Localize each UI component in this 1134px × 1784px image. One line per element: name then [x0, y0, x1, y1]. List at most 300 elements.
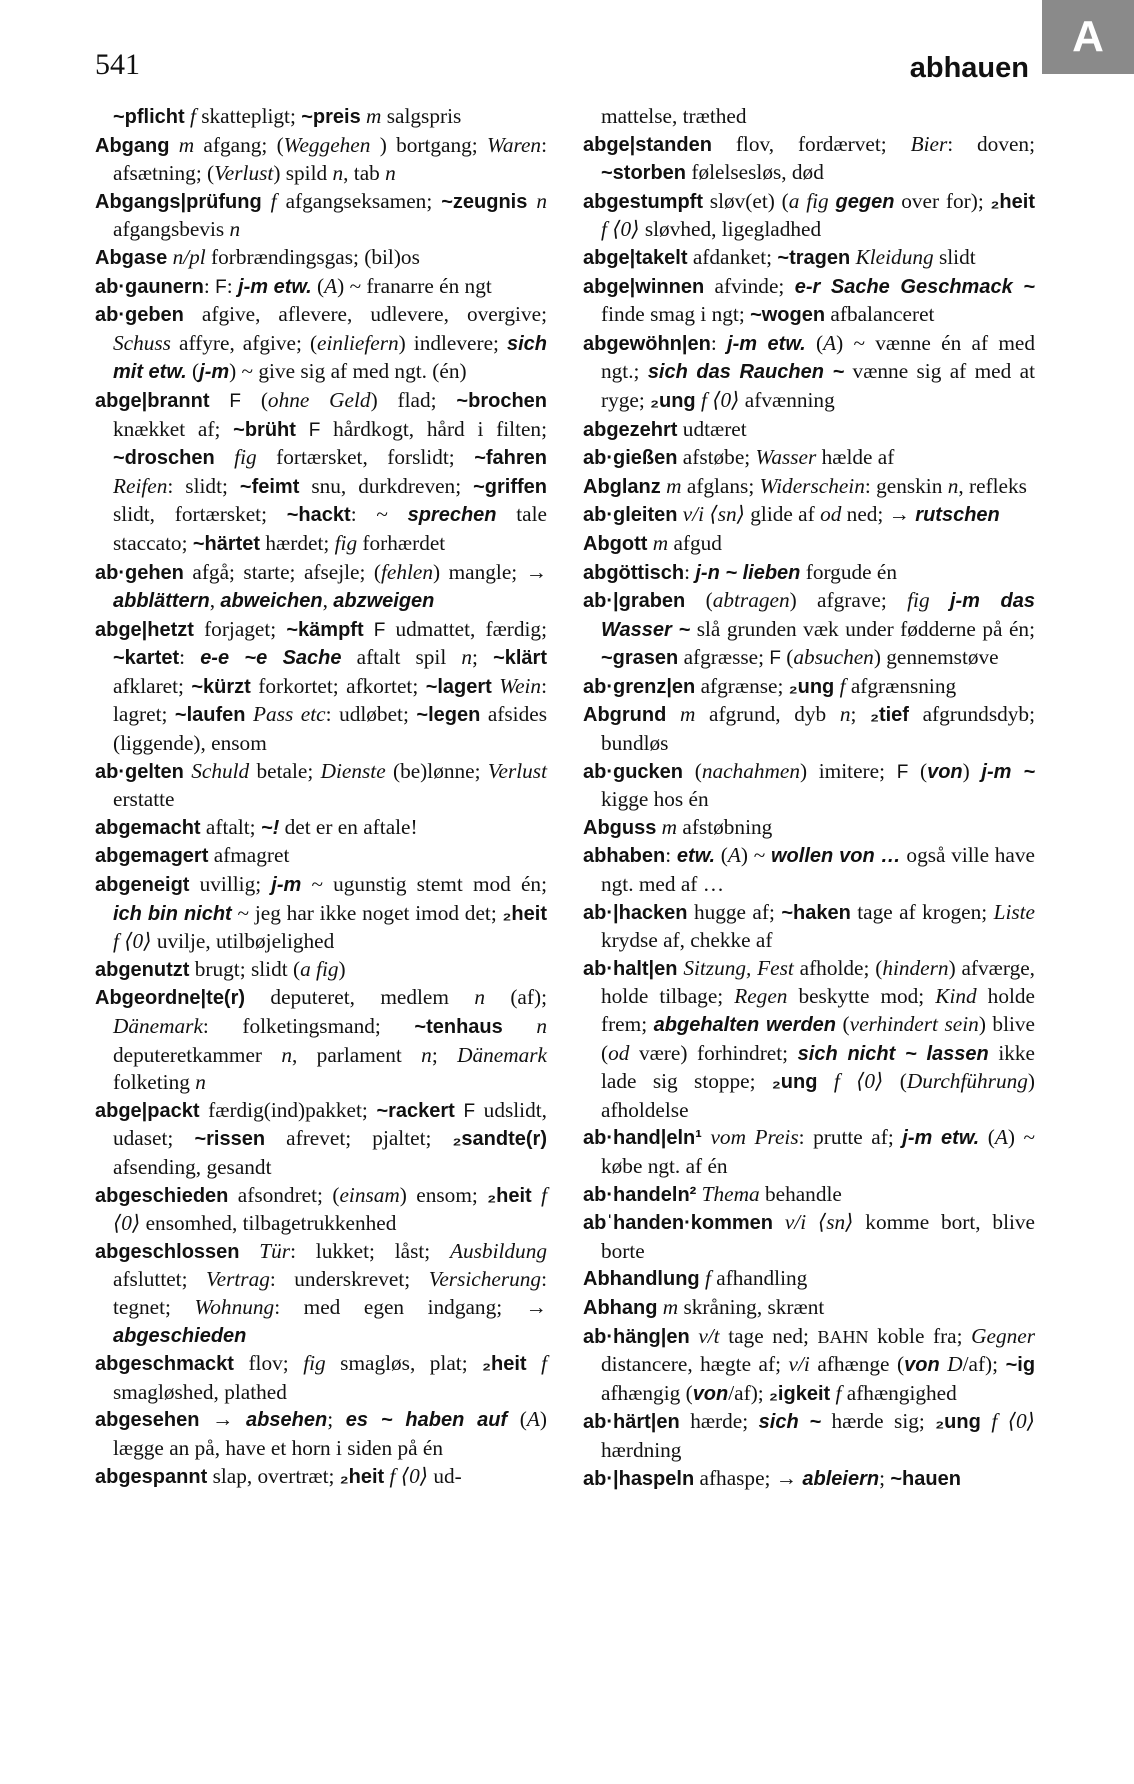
entry-text: (	[683, 758, 702, 783]
headword: abgeschieden	[95, 1184, 229, 1207]
entry-text: ~ ugunstig stemt mod én;	[301, 872, 547, 897]
entry-text: afgrundsdyb; bundløs	[601, 702, 1035, 756]
entry-text: ~rissen	[194, 1128, 266, 1151]
entry-text	[262, 189, 271, 213]
headword: Abguss	[583, 816, 657, 839]
entry-text: n	[839, 702, 851, 727]
entry-text: afgå; starte; afsejle; (	[183, 559, 381, 584]
entry-text: A	[994, 1125, 1008, 1150]
entry-text: : med egen indgang; →	[274, 1294, 547, 1319]
entry-text: A	[727, 843, 741, 868]
headword: Abhang	[583, 1296, 658, 1319]
entry-text: forgude én	[800, 559, 898, 584]
headword: ab·|graben	[583, 590, 686, 613]
entry-text: /af);	[962, 1352, 1006, 1377]
entry-text: ~ jeg har ikke noget imod det;	[231, 900, 503, 925]
headword: Abgase	[95, 246, 168, 269]
entry-text: afrevet; pjaltet;	[265, 1126, 453, 1151]
entry-text: ~kartet	[113, 647, 180, 670]
entry-text: salgspris	[381, 104, 462, 128]
entry-text: affyre, afgive; (	[170, 330, 318, 355]
entry-text: tage af krogen;	[850, 899, 994, 924]
entry-text: afklaret;	[113, 673, 192, 698]
entry-text: skattepligt;	[195, 104, 302, 128]
entry-text: være) forhindret;	[629, 1040, 798, 1065]
entry-text: deputeret, medlem	[245, 985, 475, 1010]
dictionary-entry	[95, 103, 547, 132]
entry-text: f ⟨0⟩	[991, 1409, 1035, 1434]
entry-text: ~fahren	[474, 447, 547, 470]
entry-text: f ⟨0⟩	[700, 387, 740, 412]
headword: ab·hand|eln¹	[583, 1127, 702, 1150]
entry-text: ₂ung	[650, 389, 696, 412]
entry-text: ~brochen	[456, 389, 547, 412]
entry-text: ₂ung	[935, 1411, 981, 1434]
entry-text: Wein	[499, 673, 542, 698]
entry-text: →	[199, 1407, 247, 1432]
entry-text: sich nicht ~ lassen	[797, 1042, 989, 1065]
headword: abgewöhn|en	[583, 332, 711, 355]
entry-text: f ⟨0⟩	[113, 1182, 547, 1236]
headword: ab·härt|en	[583, 1411, 680, 1434]
dictionary-entry	[95, 956, 547, 985]
entry-text: fig	[303, 1351, 326, 1376]
entry-text: ikke lade sig stoppe;	[601, 1040, 1035, 1094]
entry-text: f	[541, 1351, 548, 1376]
entry-text: Schuss	[113, 330, 171, 355]
entry-text: sich ~	[758, 1411, 822, 1434]
entry-text: od	[820, 502, 842, 527]
entry-text: : slidt;	[167, 473, 240, 498]
entry-text: ~tragen	[777, 246, 851, 269]
entry-text: von	[927, 760, 963, 783]
dictionary-entry	[583, 1209, 1035, 1265]
entry-text: j-m ~	[981, 760, 1036, 783]
headword: ab·häng|en	[583, 1325, 690, 1348]
entry-text: ) ~ købe ngt. af én	[601, 1125, 1035, 1178]
entry-text: n/pl	[172, 244, 206, 269]
entry-text: wollen von …	[770, 845, 901, 868]
entry-text: afstøbning	[677, 814, 773, 839]
entry-text: brugt; slidt (	[189, 956, 301, 981]
entry-text: )	[338, 956, 346, 981]
dictionary-entry	[583, 1124, 1035, 1180]
entry-text: : underskrevet;	[269, 1267, 429, 1292]
entry-text: (	[715, 843, 728, 868]
entry-text: Bier	[910, 131, 948, 156]
entry-text: j-m	[199, 361, 230, 384]
entry-text: f ⟨0⟩	[601, 217, 640, 242]
entry-text: ~griffen	[473, 475, 548, 498]
entry-text: F	[896, 761, 909, 783]
entry-text: afglans;	[681, 473, 760, 498]
entry-text: ~klärt	[493, 647, 547, 670]
entry-text: F	[769, 648, 781, 670]
entry-text: gegen	[835, 190, 895, 213]
entry-text: m	[652, 530, 669, 555]
entry-text: ) ~ franarre én ngt	[337, 273, 492, 298]
entry-text: a fig	[788, 188, 829, 213]
entry-text: smagløs, plat;	[325, 1351, 483, 1376]
dictionary-entry	[583, 955, 1035, 1125]
dictionary-entry	[95, 1182, 547, 1238]
entry-text: Kind	[935, 984, 977, 1009]
entry-text: v/t	[698, 1323, 720, 1348]
entry-text: ) lægge an på, have et horn i siden på én	[113, 1407, 547, 1460]
dictionary-entry	[95, 244, 547, 273]
entry-text: ) afgrave;	[789, 588, 908, 613]
entry-text: ) blive (	[601, 1012, 1036, 1065]
entry-text: sich das Rauchen ~	[647, 361, 845, 384]
entry-text: (	[805, 330, 824, 355]
entry-text: fehlen	[381, 559, 434, 584]
entry-text: von	[904, 1354, 940, 1377]
entry-text: fig	[334, 530, 358, 555]
entry-text: Weggehen	[283, 132, 371, 157]
entry-text: holde frem;	[601, 984, 1035, 1036]
entry-text: afgrund, dyb	[695, 702, 840, 727]
dictionary-entry	[95, 1097, 547, 1182]
entry-text: Dänemark	[113, 1014, 203, 1038]
entry-text: Ausbildung	[449, 1238, 547, 1263]
entry-text	[930, 588, 950, 612]
entry-text: ) bortgang;	[370, 132, 488, 157]
dictionary-entry	[583, 501, 1035, 530]
entry-text: ~kürzt	[191, 675, 251, 698]
entry-text: :	[684, 559, 696, 584]
entry-text: forbrændingsgas; (bil)os	[205, 244, 420, 269]
entry-text: ~storben	[601, 162, 687, 185]
entry-text: Tür	[259, 1238, 291, 1263]
entry-text: afgive, aflevere, udlevere, overgive;	[183, 302, 547, 327]
headword: abgesehen	[95, 1409, 200, 1432]
dictionary-entry	[583, 1181, 1035, 1210]
entry-text: /af);	[728, 1380, 770, 1405]
entry-text: :	[665, 843, 677, 868]
entry-text: Sitzung, Fest	[683, 955, 794, 980]
entry-text: ₂igkeit	[769, 1382, 831, 1405]
entry-text: A	[526, 1407, 540, 1432]
headword: Abgott	[583, 532, 648, 555]
entry-text: f ⟨0⟩	[113, 929, 152, 954]
entry-text	[829, 189, 836, 213]
headword: Abgangs|prüfung	[95, 190, 262, 213]
entry-text: ned; →	[841, 502, 916, 527]
entry-text: vom Preis	[710, 1125, 799, 1150]
entry-text: :	[710, 330, 728, 355]
dictionary-entry	[583, 587, 1035, 673]
entry-text: f	[839, 673, 846, 698]
entry-text: afgang; (	[194, 132, 284, 157]
headword: abˈhanden·kommen	[583, 1212, 774, 1235]
headword: abge|takelt	[583, 246, 688, 269]
headword: abge|hetzt	[95, 618, 194, 641]
entry-text: BAHN	[817, 1326, 869, 1347]
dictionary-entry	[95, 132, 547, 188]
entry-text: ) ~	[740, 843, 771, 868]
entry-text: m	[661, 814, 678, 839]
entry-text: afgangseksamen;	[276, 188, 442, 213]
entry-text: ~grasen	[601, 647, 679, 670]
entry-text	[210, 388, 230, 412]
entry-text: Liste	[993, 899, 1036, 924]
entry-text: f	[704, 1266, 711, 1291]
dictionary-entry	[95, 1350, 547, 1406]
entry-text: (	[883, 1069, 907, 1094]
page-number: 541	[95, 48, 140, 81]
entry-text: ₂heit	[339, 1465, 385, 1488]
entry-text: einliefern	[317, 330, 399, 355]
entry-text: m	[662, 1294, 679, 1319]
entry-text: es ~ haben auf	[345, 1409, 508, 1432]
entry-text: tage ned;	[719, 1323, 818, 1348]
entry-text: m	[666, 473, 682, 498]
entry-text: ₂sandte(r)	[452, 1128, 547, 1151]
dictionary-entry	[583, 244, 1035, 273]
entry-text	[169, 133, 178, 157]
thumb-index-tab: A	[1042, 0, 1134, 74]
entry-text: Vertrag	[206, 1267, 270, 1292]
dictionary-entry	[583, 330, 1035, 416]
dictionary-entry	[95, 814, 547, 843]
dictionary-entry	[583, 131, 1035, 188]
headword: Abgang	[95, 134, 170, 157]
entry-text: Verlust	[487, 758, 548, 783]
entry-text: Gegner	[971, 1323, 1036, 1348]
entry-text: Wasser	[755, 445, 817, 470]
entry-text: (	[685, 588, 713, 613]
entry-text: (	[186, 359, 200, 384]
entry-text: ~preis	[301, 106, 361, 128]
entry-text: også ville have ngt. med af …	[601, 843, 1035, 897]
entry-text: F	[308, 419, 321, 441]
dictionary-entry	[583, 473, 1035, 502]
entry-text	[246, 702, 254, 726]
dictionary-entry	[583, 1323, 1035, 1409]
entry-text: Versicherung	[428, 1267, 542, 1292]
entry-text: ~pflicht	[113, 106, 185, 128]
entry-text: afhaspe; →	[694, 1465, 803, 1490]
entry-text: n	[332, 161, 344, 186]
entry-text: ~legen	[416, 704, 481, 727]
entry-text: : prutte af;	[798, 1125, 903, 1150]
headword: abgeschlossen	[95, 1240, 240, 1263]
entry-text: ;	[879, 1465, 891, 1490]
entry-text: sløvhed, ligegladhed	[639, 217, 822, 242]
entry-text	[503, 1014, 537, 1038]
entry-text: j-m	[271, 874, 302, 897]
entry-text: Widerschein	[759, 473, 865, 498]
entry-text: forhærdet	[357, 530, 446, 555]
entry-text: (	[507, 1407, 527, 1432]
entry-text: hårdkogt, hård i filten;	[320, 416, 547, 441]
entry-text: ₂ung	[788, 675, 835, 698]
entry-text: beskytte mod;	[787, 984, 936, 1009]
entry-text: folketing	[113, 1070, 196, 1095]
entry-text: ;	[472, 645, 494, 670]
entry-text: afvinde;	[704, 273, 795, 298]
entry-text: ) ~ vænne én af med ngt.;	[601, 330, 1035, 384]
headword: Abglanz	[583, 475, 661, 498]
entry-text	[532, 1183, 541, 1207]
entry-text: afmagret	[208, 843, 290, 868]
headword: ab·gaunern	[95, 275, 204, 298]
entry-text: fig	[907, 588, 930, 613]
headword: ab·gleiten	[583, 504, 678, 527]
entry-text: hærdet;	[260, 530, 335, 555]
entry-text	[296, 417, 309, 441]
entry-text: e-e ~e Sache	[200, 647, 342, 670]
entry-text: ud-	[428, 1463, 462, 1488]
entry-text: afvænning	[739, 387, 835, 412]
entry-text: Regen	[734, 984, 788, 1009]
entry-text: afhandling	[710, 1266, 808, 1291]
entry-text: ~haken	[781, 901, 851, 924]
entry-text: afholde; (	[793, 955, 883, 980]
headword: Abhandlung	[583, 1268, 700, 1291]
headword: abgenutzt	[95, 958, 190, 981]
entry-text: n	[461, 645, 473, 670]
entry-text: n	[536, 1014, 548, 1038]
running-head: abhauen	[909, 52, 1029, 84]
entry-text: ensomhed, tilbagetrukkenhed	[140, 1211, 397, 1236]
dictionary-entry	[95, 188, 547, 244]
entry-text: F	[373, 619, 386, 641]
entry-text: hindern	[882, 955, 949, 980]
entry-text: A	[324, 273, 338, 298]
headword: ab·halt|en	[583, 957, 678, 980]
dictionary-entry	[95, 1463, 547, 1492]
entry-text: )	[962, 758, 982, 783]
entry-text: ich bin nicht	[113, 902, 232, 925]
entry-text: :	[226, 273, 239, 298]
entry-text: ;	[850, 702, 871, 727]
dictionary-entry	[583, 1294, 1035, 1323]
headword: ab·|hacken	[583, 901, 688, 924]
entry-text: koble fra;	[868, 1323, 972, 1348]
entry-text: hærdning	[601, 1437, 682, 1462]
entry-text: :	[179, 645, 201, 670]
entry-text: von	[692, 1382, 729, 1405]
entry-text: , parlament	[292, 1042, 422, 1067]
entry-text: f ⟨0⟩	[833, 1069, 884, 1094]
entry-text: m	[679, 702, 696, 727]
entry-text: einsam	[339, 1182, 400, 1207]
entry-text: n	[536, 188, 547, 213]
entry-text: ) ensom;	[399, 1182, 488, 1207]
entry-text: deputeretkammer	[113, 1042, 282, 1067]
entry-text: j-n ~ lieben	[695, 561, 801, 584]
entry-text: j-m etw.	[238, 275, 312, 298]
entry-text: abgehalten werden	[653, 1014, 837, 1036]
entry-text	[527, 189, 536, 213]
entry-text: ~feimt	[239, 475, 300, 498]
entry-text: distancere, hægte af;	[601, 1352, 789, 1377]
dictionary-entry	[95, 301, 547, 387]
entry-text: ~härtet	[192, 532, 261, 555]
entry-text: verhindert sein	[849, 1012, 979, 1036]
entry-text: afhængig (	[601, 1380, 693, 1405]
entry-text: erstatte	[113, 787, 175, 812]
entry-text: smagløshed, plathed	[113, 1379, 287, 1404]
entry-text: abzweigen	[333, 590, 435, 613]
dictionary-entry	[583, 188, 1035, 244]
entry-text: ₂heit	[487, 1184, 532, 1207]
entry-text: Pass etc	[253, 702, 326, 727]
dictionary-entry	[583, 530, 1035, 559]
entry-text: ~!	[260, 816, 280, 839]
entry-text: Thema	[701, 1181, 760, 1206]
entry-text	[527, 1351, 542, 1375]
entry-text: F	[215, 276, 227, 298]
entry-text: ,	[322, 588, 334, 613]
entry-text: A	[823, 330, 837, 355]
dictionary-entry	[95, 871, 547, 956]
entry-text	[773, 1210, 785, 1234]
entry-text: glide af	[744, 502, 821, 527]
headword: ab·grenz|en	[583, 675, 696, 698]
dictionary-entry	[95, 1238, 547, 1350]
entry-text: afgræsse;	[678, 645, 770, 670]
entry-text: ₂heit	[990, 190, 1035, 213]
entry-text: hælde af	[816, 445, 895, 470]
headword: abgöttisch	[583, 561, 685, 584]
entry-text: : tegnet;	[113, 1267, 547, 1319]
entry-text: (	[780, 645, 794, 670]
dictionary-entry	[583, 701, 1035, 757]
entry-text: flov;	[233, 1351, 304, 1376]
dictionary-entry	[95, 1406, 547, 1462]
headword: abhaben	[583, 845, 666, 868]
entry-text: : doven;	[947, 131, 1035, 156]
dictionary-entry	[95, 387, 547, 559]
dictionary-entry	[583, 273, 1035, 330]
entry-text: afsondret; (	[228, 1182, 340, 1207]
entry-text: rutschen	[915, 504, 1000, 527]
entry-text: ohne Geld	[267, 387, 371, 412]
entry-text: afgrænse;	[695, 673, 789, 698]
dictionary-entry	[583, 842, 1035, 898]
entry-text: n	[385, 161, 396, 186]
entry-text: Kleidung	[855, 244, 934, 269]
headword: abgemacht	[95, 816, 201, 839]
entry-text: j-m etw.	[902, 1127, 980, 1150]
entry-text: hærde sig;	[821, 1409, 936, 1434]
dictionary-entry	[583, 899, 1035, 955]
entry-text: od	[608, 1040, 630, 1065]
dictionary-entry	[95, 273, 547, 302]
entry-text: ) imitere;	[800, 758, 897, 783]
entry-text: D	[947, 1352, 963, 1377]
entry-text: ;	[327, 1407, 346, 1432]
entry-text: n	[229, 217, 241, 242]
entry-text: slidt, fortærsket;	[113, 502, 287, 527]
entry-text: afsides (liggende), ensom	[113, 702, 547, 756]
entry-text: snu, durkdreven;	[299, 473, 474, 498]
entry-text: Waren	[487, 132, 542, 157]
entry-text: ) spild	[273, 161, 333, 186]
entry-text: ~ig	[1005, 1354, 1036, 1377]
dictionary-entry	[95, 984, 547, 1096]
entry-text: knækket af;	[113, 416, 234, 441]
entry-text: uvilje, utilbøjelighed	[151, 929, 335, 954]
entry-text: ₂heit	[482, 1353, 527, 1376]
dictionary-entry	[95, 559, 547, 616]
headword: abgestumpft	[583, 190, 703, 213]
entry-text: hugge af;	[687, 899, 782, 924]
headword: ab·gießen	[583, 447, 678, 470]
entry-text: betale;	[249, 758, 321, 783]
